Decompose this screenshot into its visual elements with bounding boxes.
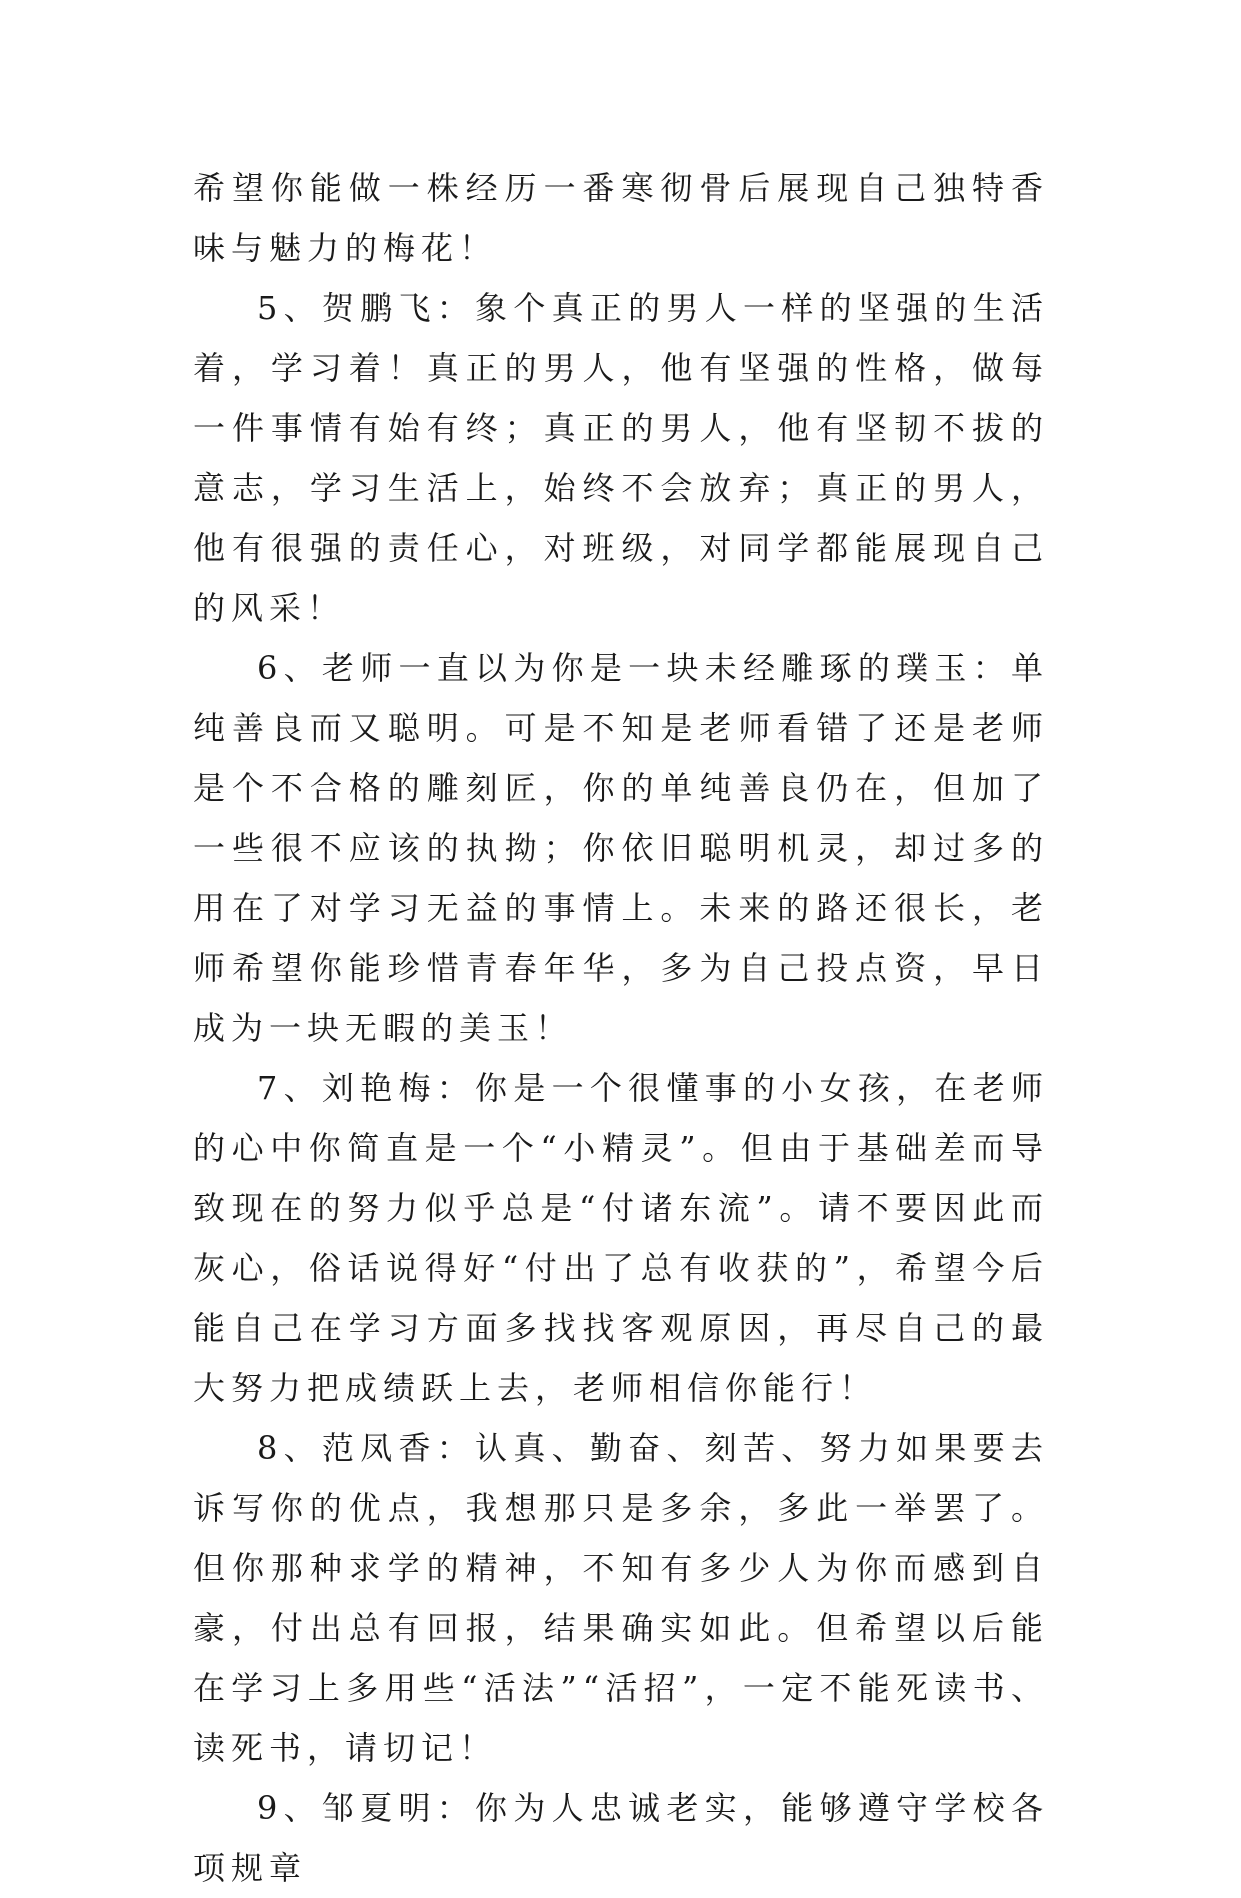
paragraph-comment-5: 5、贺鹏飞：象个真正的男人一样的坚强的生活着，学习着！真正的男人，他有坚强的性格，做每一件事情有始有终；真正的男人，他有坚韧不拔的意志，学习生活上，始终不会放弃；真正的男人，他有很强的责任心，对班级，对同学都能展现自己的风采！ [193, 289, 1049, 627]
paragraph-continuation: 希望你能做一株经历一番寒彻骨后展现自己独特香味与魅力的梅花！ [193, 169, 1049, 267]
paragraph-comment-6: 6、老师一直以为你是一块未经雕琢的璞玉：单纯善良而又聪明。可是不知是老师看错了还是老师是个不合格的雕刻匠，你的单纯善良仍在，但加了一些很不应该的执拗；你依旧聪明机灵，却过多的用在了对学习无益的事情上。未来的路还很长，老师希望你能珍惜青春年华，多为自己投点资，早日成为一块无暇的美玉！ [193, 649, 1049, 1047]
paragraph-comment-7: 7、刘艳梅：你是一个很懂事的小女孩，在老师的心中你简直是一个“小精灵”。但由于基础差而导致现在的努力似乎总是“付诸东流”。请不要因此而灰心，俗话说得好“付出了总有收获的”，希望今后能自己在学习方面多找找客观原因，再尽自己的最大努力把成绩跃上去，老师相信你能行！ [193, 1069, 1049, 1407]
paragraph-comment-9: 9、邹夏明：你为人忠诚老实，能够遵守学校各项规章 [193, 1789, 1049, 1887]
document-body [193, 158, 1049, 1898]
paragraph-comment-8: 8、范凤香：认真、勤奋、刻苦、努力如果要去诉写你的优点，我想那只是多余，多此一举罢了。但你那种求学的精神，不知有多少人为你而感到自豪，付出总有回报，结果确实如此。但希望以后能在学习上多用些“活法”“活招”，一定不能死读书、读死书，请切记！ [193, 1429, 1049, 1767]
